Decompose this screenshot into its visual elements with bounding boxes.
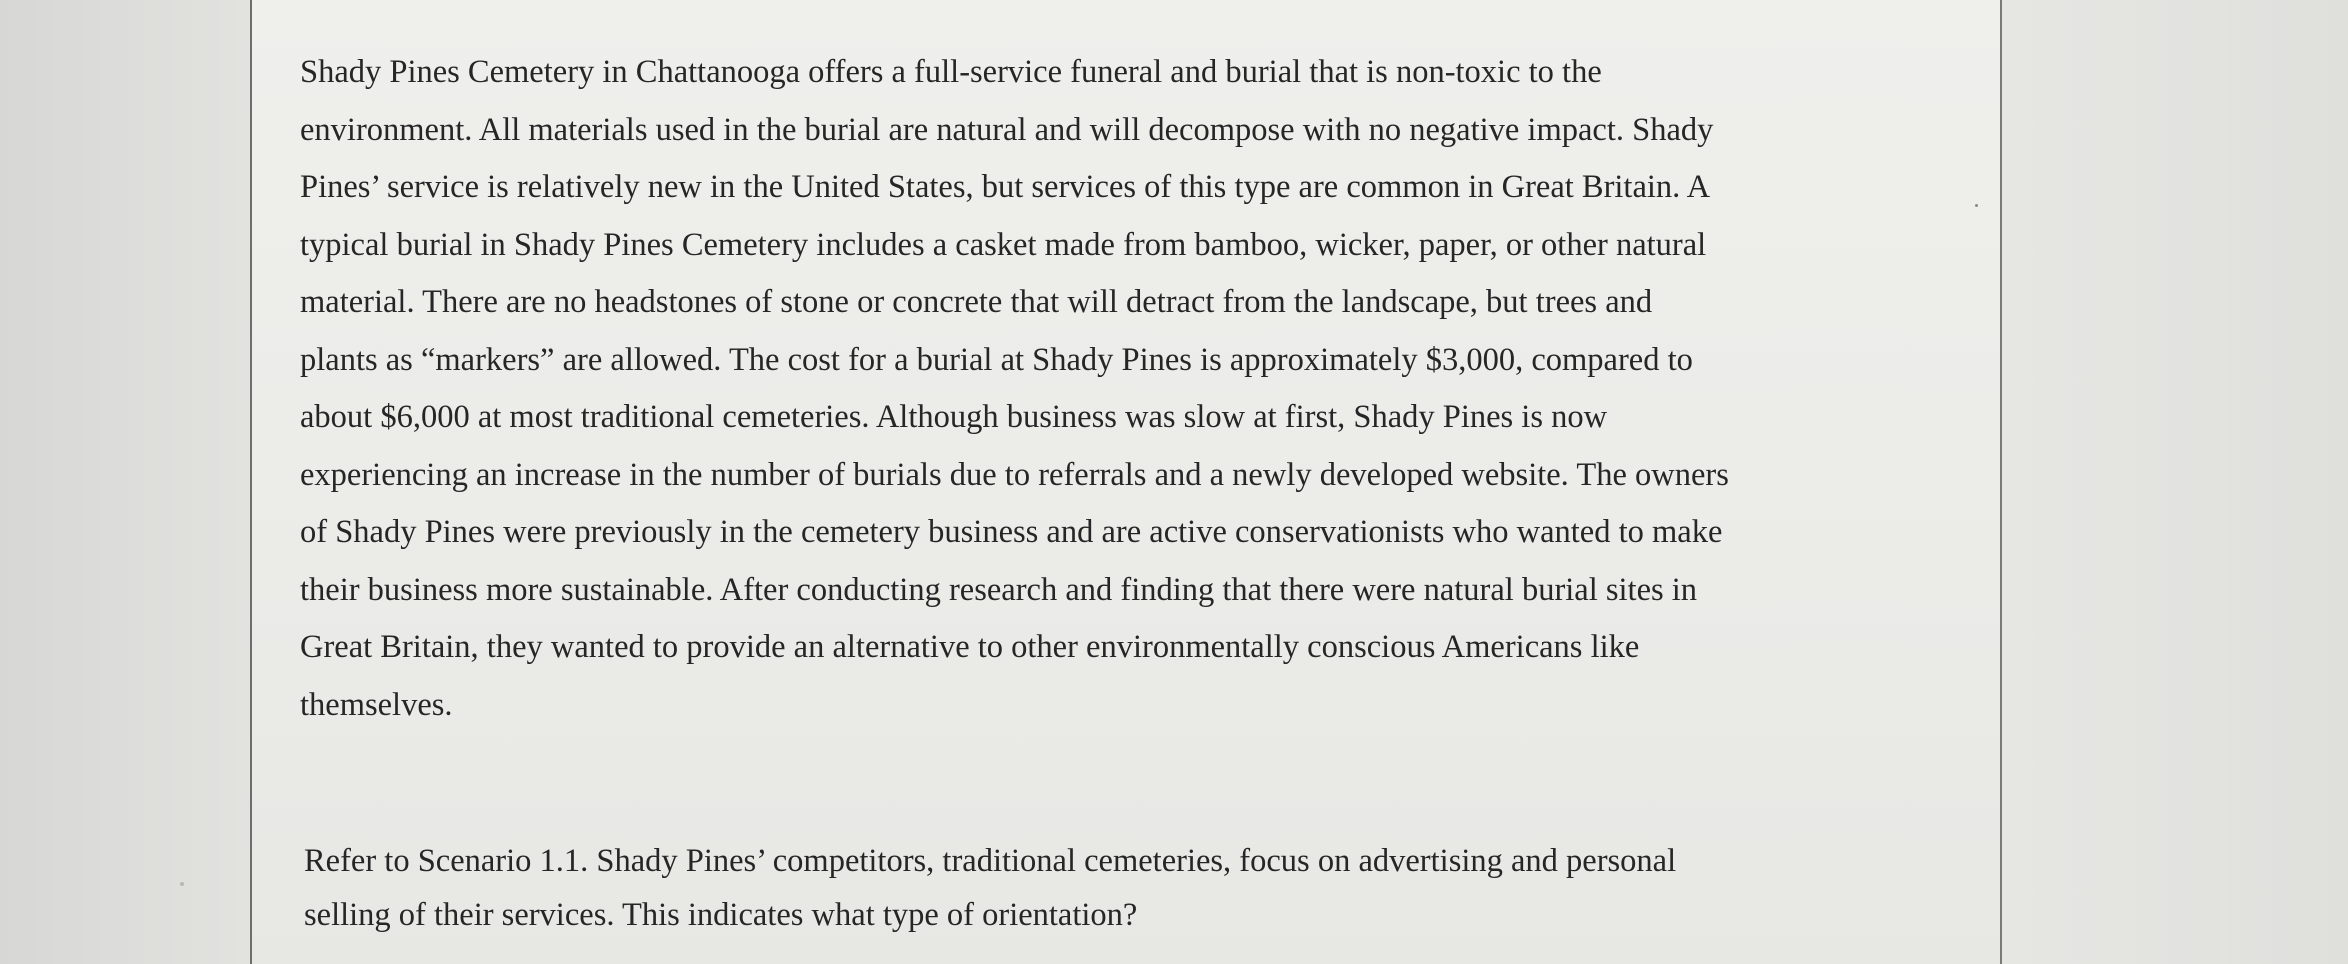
scenario-line: themselves.: [300, 686, 453, 723]
scenario-line: Pines’ service is relatively new in the United States, but services of this type are common in Great Britain. A: [300, 169, 1711, 205]
scenario-line: experiencing an increase in the number of burials due to referrals and a newly developed website. The owners: [300, 456, 1729, 493]
scenario-line: material. There are no headstones of stone or concrete that will detract from the landscape, but trees and: [300, 284, 1653, 320]
right-margin: [2002, 0, 2348, 964]
scenario-line: about $6,000 at most traditional cemeteries. Although business was slow at first, Shady Pines is now: [300, 399, 1608, 435]
scenario-line: Great Britain, they wanted to provide an alternative to other environmentally conscious Americans like: [300, 629, 1640, 665]
scenario-line: typical burial in Shady Pines Cemetery includes a casket made from bamboo, wicker, paper, or other natural: [300, 226, 1707, 263]
background-speck: [180, 882, 184, 886]
scenario-line: Shady Pines Cemetery in Chattanooga offers a full-service funeral and burial that is non-toxic to the: [300, 54, 1602, 90]
stray-dot: [1975, 204, 1978, 207]
scenario-line: of Shady Pines were previously in the cemetery business and are active conservationists who wanted to make: [300, 514, 1723, 550]
question-line: Refer to Scenario 1.1. Shady Pines’ competitors, traditional cemeteries, focus on advertising and personal: [304, 843, 1677, 879]
scenario-line: their business more sustainable. After conducting research and finding that there were natural burial sites in: [300, 571, 1698, 608]
question-line: selling of their services. This indicates what type of orientation?: [304, 897, 1138, 933]
scenario-line: plants as “markers” are allowed. The cost for a burial at Shady Pines is approximately $3,000, compared to: [300, 341, 1693, 378]
left-margin: [0, 0, 250, 964]
scenario-paragraph: [300, 44, 1980, 734]
scenario-line: environment. All materials used in the burial are natural and will decompose with no negative impact. Shady: [300, 111, 1714, 148]
document-page: [250, 0, 2002, 964]
question-text: [304, 834, 1984, 942]
